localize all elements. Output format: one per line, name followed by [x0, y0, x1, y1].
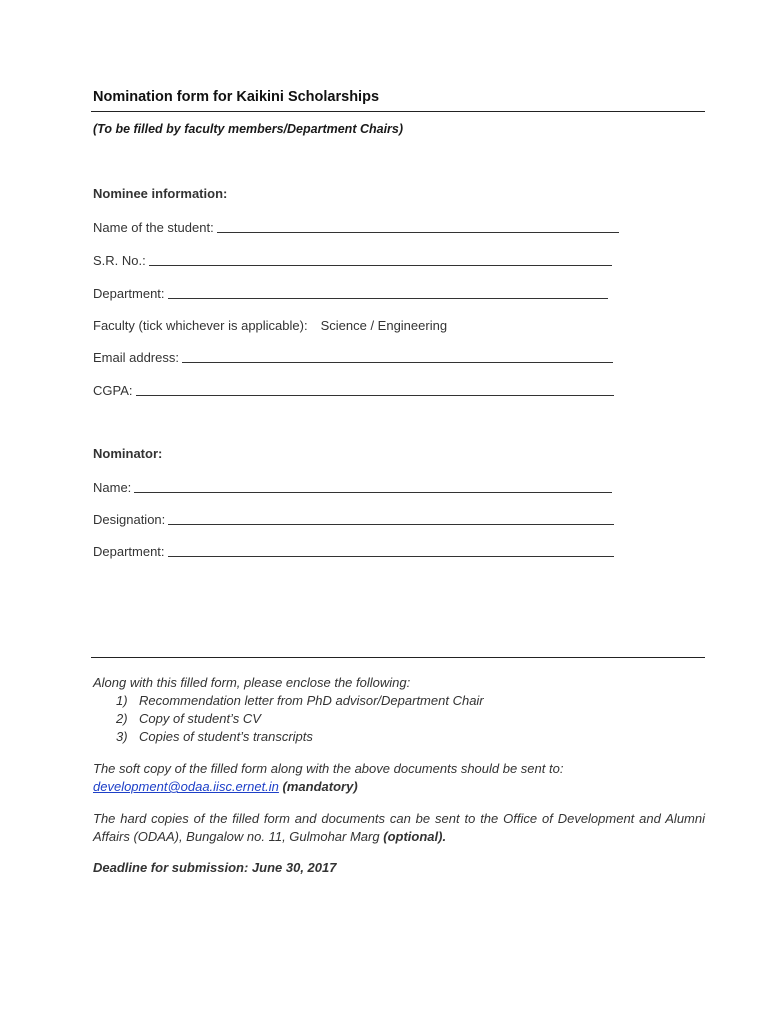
student-name-label: Name of the student: — [93, 220, 214, 235]
list-item-number: 3) — [116, 729, 128, 744]
student-name-blank — [217, 232, 619, 233]
list-item-text: Copies of student’s transcripts — [139, 729, 313, 744]
nominee-department-label: Department: — [93, 286, 165, 301]
sr-no-label: S.R. No.: — [93, 253, 146, 268]
email-blank — [182, 362, 613, 363]
sr-no-blank — [149, 265, 612, 266]
cgpa-field — [93, 382, 614, 398]
form-title: Nomination form for Kaikini Scholarships — [93, 89, 380, 105]
nominator-name-blank — [134, 492, 612, 493]
faculty-options: Science / Engineering — [320, 318, 448, 333]
form-subtitle: (To be filled by faculty members/Department Chairs) — [93, 122, 404, 136]
list-item — [93, 710, 705, 728]
sr-no-field — [93, 252, 612, 268]
soft-copy-note — [93, 760, 705, 796]
nominator-name-field — [93, 479, 612, 495]
hard-copy-note — [93, 810, 705, 846]
deadline-text: Deadline for submission: June 30, 2017 — [93, 860, 337, 875]
student-name-field — [93, 219, 619, 235]
mandatory-label: (mandatory) — [282, 779, 358, 794]
designation-label: Designation: — [93, 512, 166, 527]
cgpa-blank — [136, 395, 614, 396]
designation-blank — [168, 524, 614, 525]
nominator-heading: Nominator: — [93, 446, 163, 461]
faculty-field — [93, 317, 447, 333]
instructions — [93, 674, 705, 877]
list-item — [93, 728, 705, 746]
nominator-department-field — [93, 543, 614, 559]
nominator-department-label: Department: — [93, 544, 165, 559]
enclosure-list — [93, 692, 705, 746]
list-item — [93, 692, 705, 710]
list-item-number: 2) — [116, 711, 128, 726]
list-item-text: Copy of student’s CV — [139, 711, 261, 726]
nominator-name-label: Name: — [93, 480, 132, 495]
submission-email-link[interactable]: development@odaa.iisc.ernet.in — [93, 779, 279, 794]
cgpa-label: CGPA: — [93, 383, 133, 398]
email-label: Email address: — [93, 350, 179, 365]
nominator-department-blank — [168, 556, 614, 557]
title-divider — [91, 111, 705, 112]
list-item-text: Recommendation letter from PhD advisor/Department Chair — [139, 693, 484, 708]
nominee-department-field — [93, 285, 608, 301]
faculty-label: Faculty (tick whichever is applicable): — [93, 318, 308, 333]
email-field — [93, 349, 613, 365]
hard-copy-text: The hard copies of the filled form and documents can be sent to the Office of Development and Alumni Affairs (ODAA), Bungalow no. 11, Gulmohar Marg — [93, 811, 705, 844]
optional-label: (optional). — [383, 829, 447, 844]
nominee-department-blank — [168, 298, 608, 299]
nominee-heading: Nominee information: — [93, 186, 228, 201]
instructions-divider — [91, 657, 705, 658]
designation-field — [93, 511, 614, 527]
list-item-number: 1) — [116, 693, 128, 708]
soft-copy-text: The soft copy of the filled form along with the above documents should be sent to: — [93, 761, 564, 776]
enclosure-intro: Along with this filled form, please enclose the following: — [93, 675, 411, 690]
